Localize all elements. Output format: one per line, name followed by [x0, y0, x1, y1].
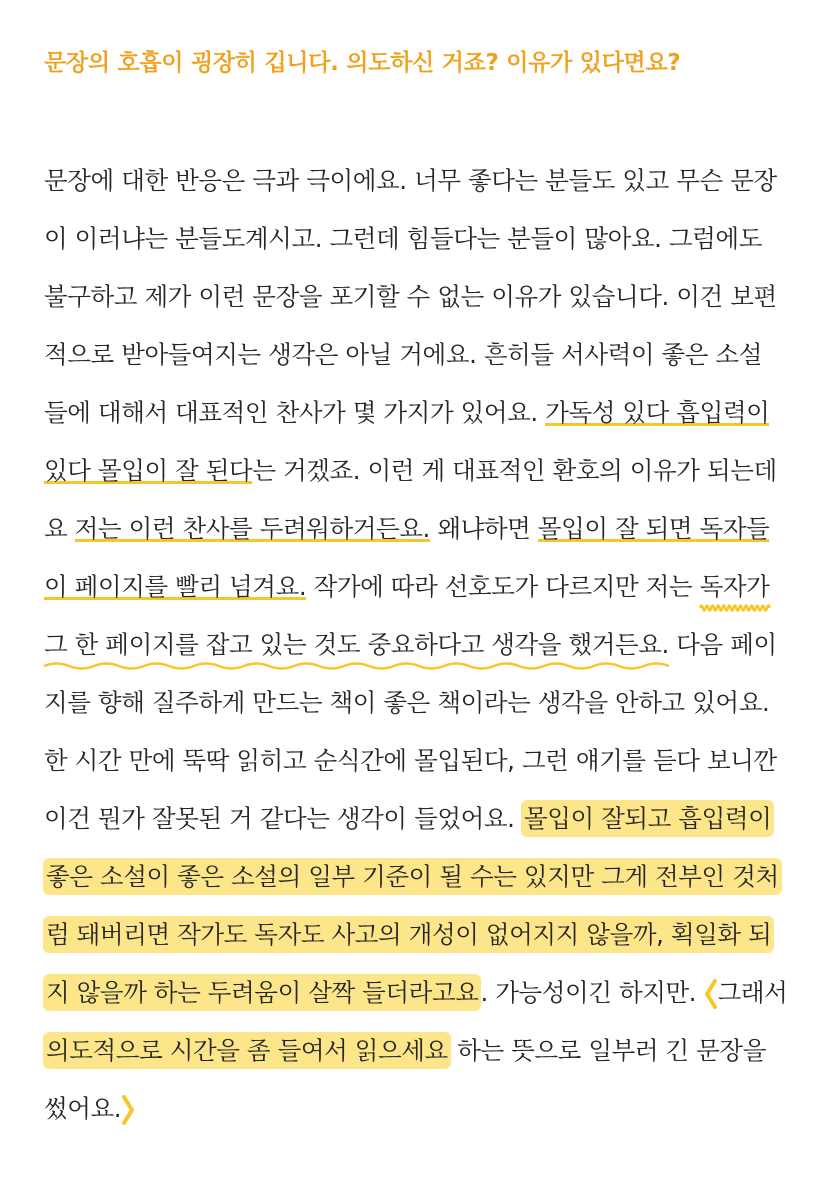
underlined-text: 몰입이 잘 되면 독자들 [537, 514, 770, 543]
text-line [44, 790, 804, 848]
text-segment: 썼어요. [44, 1094, 122, 1123]
text-line [44, 268, 804, 326]
question-heading: 문장의 호흡이 굉장히 깁니다. 의도하신 거죠? 이유가 있다면요? [44, 50, 681, 76]
text-line [44, 384, 804, 442]
text-line [44, 442, 804, 500]
text-line [44, 558, 804, 616]
text-line [44, 964, 804, 1022]
text-segment: 한 시간 만에 뚝딱 읽히고 순식간에 몰입된다, 그런 얘기를 듣다 보니깐 [44, 746, 777, 775]
text-segment: 그래서 [717, 978, 788, 1007]
underlined-text: 저는 이런 찬사를 두려워하거든요. [74, 514, 430, 543]
text-segment: 하는 뜻으로 일부러 긴 문장을 [449, 1036, 766, 1065]
text-segment: 적으로 받아들여지는 생각은 아닐 거에요. 흔히들 서사력이 좋은 소설 [44, 340, 762, 369]
text-line [44, 1022, 804, 1080]
text-segment: 이건 뭔가 잘못된 거 같다는 생각이 들었어요. [44, 804, 522, 833]
wavy-underlined-text: 그 한 페이지를 잡고 있는 것도 중요하다고 생각을 했거든요. [44, 630, 669, 659]
wavy-underline-icon [700, 603, 770, 613]
wavy-underline-icon [44, 661, 669, 671]
text-segment: 다음 페이 [668, 630, 777, 659]
text-line [44, 906, 804, 964]
text-line [44, 326, 804, 384]
text-segment: 문장에 대한 반응은 극과 극이에요. 너무 좋다는 분들도 있고 무슨 문장 [44, 166, 777, 195]
text-line [44, 674, 804, 732]
highlighted-text: 몰입이 잘되고 흡입력이 [522, 801, 773, 836]
underlined-text: 있다 몰입이 잘 된다 [44, 456, 253, 485]
bracket-open-mark-icon [704, 979, 718, 1009]
text-line [44, 732, 804, 790]
text-segment: 요 [44, 514, 75, 543]
text-segment: 작가에 따라 선호도가 다르지만 저는 [306, 572, 700, 601]
text-segment: 지를 향해 질주하게 만드는 책이 좋은 책이라는 생각을 안하고 있어요. [44, 688, 770, 717]
answer-body [44, 152, 804, 1138]
highlighted-text: 좋은 소설이 좋은 소설의 일부 기준이 될 수는 있지만 그게 전부인 것처 [44, 859, 781, 894]
highlighted-text: 럼 돼버리면 작가도 독자도 사고의 개성이 없어지지 않을까, 획일화 되 [44, 917, 773, 952]
text-line [44, 1080, 804, 1138]
underlined-text: 가독성 있다 흡입력이 [545, 398, 770, 427]
text-segment: 왜냐하면 [429, 514, 538, 543]
text-line [44, 210, 804, 268]
highlighted-text: 지 않을까 하는 두려움이 살짝 들더라고요 [44, 975, 480, 1010]
text-line [44, 848, 804, 906]
text-segment: 이 이러냐는 분들도계시고. 그런데 힘들다는 분들이 많아요. 그럼에도 [44, 224, 762, 253]
wavy-underlined-text: 독자가 [700, 572, 770, 601]
text-segment: . 가능성이긴 하지만. [480, 978, 704, 1007]
bracket-close-mark-icon [121, 1095, 135, 1125]
text-line [44, 500, 804, 558]
text-segment: 불구하고 제가 이런 문장을 포기할 수 없는 이유가 있습니다. 이건 보편 [44, 282, 777, 311]
text-line [44, 616, 804, 674]
underlined-text: 이 페이지를 빨리 넘겨요. [44, 572, 307, 601]
text-segment: 는 거겠죠. 이런 게 대표적인 환호의 이유가 되는데 [252, 456, 777, 485]
highlighted-text: 의도적으로 시간을 좀 들여서 읽으세요 [44, 1033, 450, 1068]
text-segment: 들에 대해서 대표적인 찬사가 몇 가지가 있어요. [44, 398, 546, 427]
text-line [44, 152, 804, 210]
